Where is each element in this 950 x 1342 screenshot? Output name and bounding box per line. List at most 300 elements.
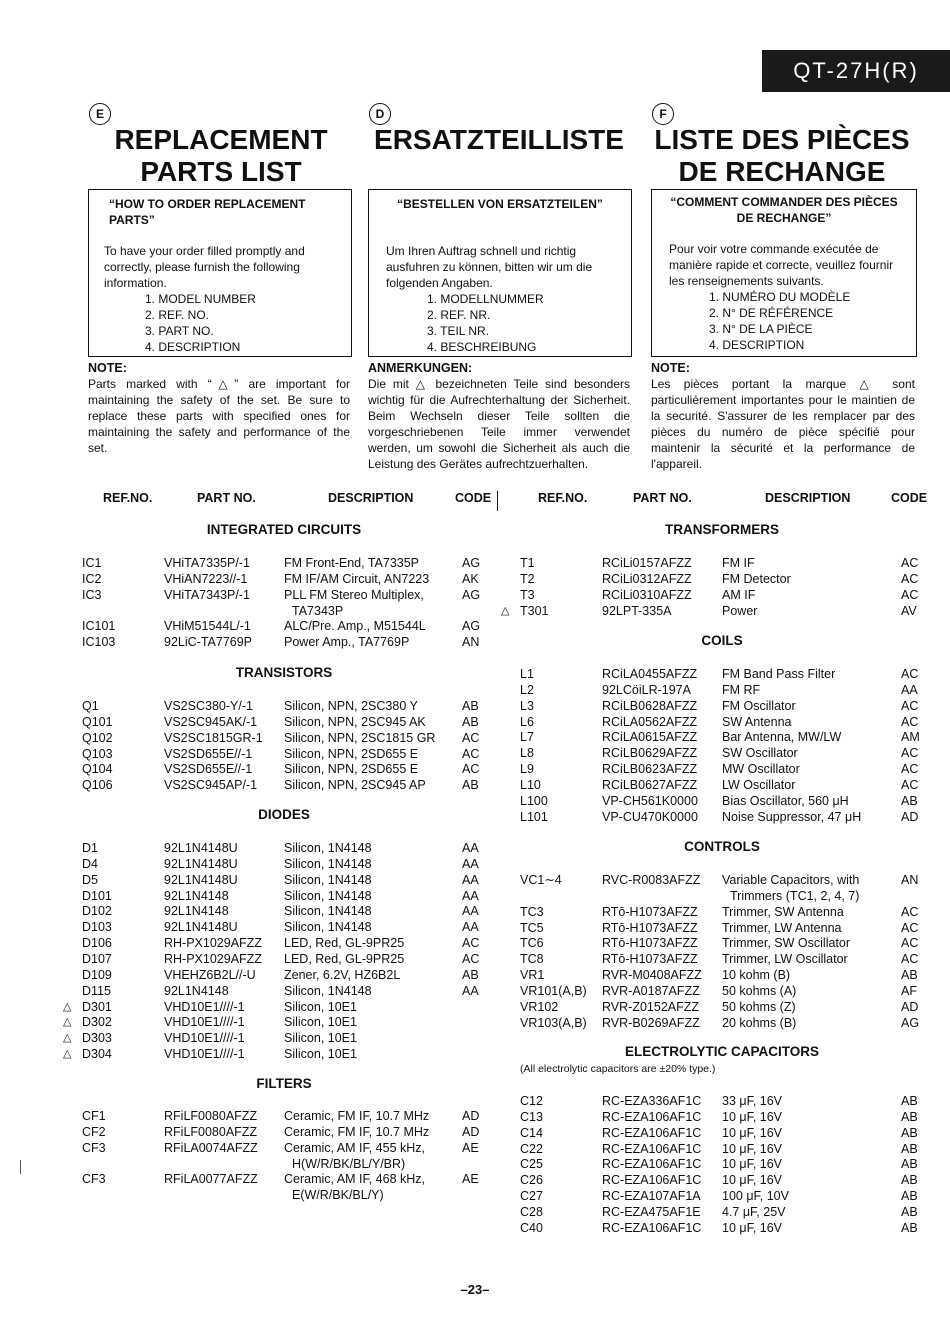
parts-row [0, 729, 950, 745]
header-code-right: CODE [891, 491, 928, 505]
ref-no: TC5 [520, 920, 544, 935]
parts-row [0, 1188, 950, 1204]
code: AC [901, 571, 919, 586]
part-no: RCiLi0310AFZZ [602, 587, 692, 602]
parts-row [0, 587, 950, 603]
parts-row [0, 555, 950, 571]
code: AD [901, 809, 919, 824]
description: SW Antenna [722, 714, 792, 729]
part-no: 92LPT-335A [602, 603, 672, 618]
parts-row [0, 983, 950, 999]
part-no: 92LCöiLR-197A [602, 682, 691, 697]
description: Silicon, 1N4148 [284, 904, 372, 919]
part-no: 92L1N4148U [164, 872, 238, 887]
code: AB [901, 1220, 918, 1235]
ref-no: T301 [520, 603, 549, 618]
part-no: VHiTA7335P/-1 [164, 556, 250, 570]
part-no: VHiTA7343P/-1 [164, 587, 250, 602]
description: Ceramic, FM IF, 10.7 MHz [284, 1124, 430, 1139]
parts-row [0, 571, 950, 587]
code: AA [462, 872, 479, 887]
lang-mark-english: E [89, 103, 111, 125]
description: Silicon, NPN, 2SD655 E [284, 762, 419, 777]
parts-row [0, 745, 950, 761]
ref-no: TC8 [520, 952, 544, 967]
parts-row [0, 935, 950, 951]
code: AB [901, 793, 918, 808]
order-item: 3. N° DE LA PIÈCE [709, 322, 813, 336]
order-box-title: “COMMENT COMMANDER DES PIÈCES DE RECHANGE” [670, 195, 898, 225]
part-no: RC-EZA107AF1A [602, 1189, 701, 1204]
ref-no: D103 [82, 920, 112, 935]
description: Silicon, 1N4148 [284, 920, 372, 935]
heading-line: LISTE DES PIÈCES [654, 124, 910, 155]
part-no: 92LiC-TA7769P [164, 635, 253, 650]
code: AC [462, 951, 480, 966]
note-text-german: Die mit △ bezeichneten Teile sind besonders wichtig für die Aufrechterhaltung der Sicherheit. Beim Wechseln dieser Teile sollten die vorgeschriebenen Teile immer verwendet werden, um sowohl die Sicherheit als auch die Leistung des Gerätes aufrechtzuerhalten. [368, 377, 630, 471]
part-no: VS2SD655E//-1 [164, 762, 253, 777]
description: FM Detector [722, 571, 791, 586]
description: 10 μF, 16V [722, 1220, 783, 1235]
parts-row [0, 682, 950, 698]
heading-german [368, 124, 630, 156]
heading-english [90, 124, 352, 188]
description: Silicon, NPN, 2SD655 E [284, 746, 419, 761]
order-item: 1. NUMÉRO DU MODÈLE [709, 290, 851, 304]
parts-row [0, 793, 950, 809]
part-no: RC-EZA106AF1C [602, 1157, 702, 1172]
order-item: 3. PART NO. [145, 324, 214, 338]
code: AN [901, 873, 919, 887]
ref-no: D101 [82, 888, 112, 903]
header-desc-right: DESCRIPTION [765, 491, 851, 505]
description: FM IF [722, 556, 755, 570]
code: AA [462, 920, 479, 935]
parts-row [0, 1109, 950, 1125]
description-continued: H(W/R/BK/BL/Y/BR) [292, 1156, 406, 1171]
model-number-badge: QT-27H(R) [762, 50, 950, 92]
code: AB [901, 1094, 918, 1108]
description: Trimmer, LW Oscillator [722, 952, 848, 967]
note-title-german: ANMERKUNGEN: [368, 361, 473, 375]
order-item: 3. TEIL NR. [427, 324, 490, 338]
code: AB [901, 1204, 918, 1219]
description: LW Oscillator [722, 777, 796, 792]
parts-row [0, 1172, 950, 1188]
part-no: VS2SD655E//-1 [164, 746, 253, 761]
part-no: RFiLF0080AFZZ [164, 1109, 258, 1123]
part-no: RFiLF0080AFZZ [164, 1124, 258, 1139]
description: Ceramic, FM IF, 10.7 MHz [284, 1109, 430, 1123]
part-no: RTō-H1073AFZZ [602, 936, 698, 951]
ref-no: D304 [82, 1047, 112, 1062]
note-text-english: Parts marked with “△” are important for maintaining the safety of the set. Be sure to replace these parts with specified ones for maintaining the safety and performance of the set. [88, 377, 350, 455]
part-no: RTō-H1073AFZZ [602, 920, 698, 935]
description: Power [722, 603, 758, 618]
part-no: RC-EZA106AF1C [602, 1220, 702, 1235]
code: AV [901, 603, 917, 618]
ref-no: D107 [82, 951, 112, 966]
part-no: VP-CU470K0000 [602, 809, 698, 824]
header-ref-right: REF.NO. [538, 491, 588, 505]
parts-row [0, 1093, 950, 1109]
description: FM Oscillator [722, 698, 796, 713]
code: AB [462, 699, 479, 713]
code: AC [901, 952, 919, 967]
description: AM IF [722, 587, 756, 602]
part-no: RCiLB0628AFZZ [602, 698, 698, 713]
description: Silicon, 10E1 [284, 1031, 357, 1046]
section-title: DIODES [258, 807, 310, 822]
description: Silicon, NPN, 2SC945 AP [284, 778, 426, 793]
description: FM Band Pass Filter [722, 667, 836, 681]
description: Silicon, 1N4148 [284, 872, 372, 887]
ref-no: L8 [520, 746, 534, 761]
code: AC [901, 777, 919, 792]
part-no: RVR-Z0152AFZZ [602, 999, 700, 1014]
ref-no: L2 [520, 682, 534, 697]
description: SW Oscillator [722, 746, 798, 761]
code: AB [901, 968, 918, 983]
description: 33 μF, 16V [722, 1094, 783, 1108]
part-no: RVC-R0083AFZZ [602, 873, 701, 887]
part-no: VHD10E1////-1 [164, 1047, 245, 1062]
ref-no: VC1∼4 [520, 873, 562, 887]
part-no: VHiM51544L/-1 [164, 619, 251, 634]
ref-no: D4 [82, 856, 98, 871]
description: 10 kohm (B) [722, 968, 791, 983]
code: AC [901, 920, 919, 935]
ref-no: VR103(A,B) [520, 1015, 587, 1030]
ref-no: Q1 [82, 699, 99, 713]
description-continued: Trimmers (TC1, 2, 4, 7) [730, 888, 860, 903]
ref-no: C40 [520, 1220, 543, 1235]
ref-no: Q101 [82, 714, 113, 729]
ref-no: IC103 [82, 635, 116, 650]
order-box-title: “HOW TO ORDER REPLACEMENT PARTS” [109, 197, 306, 227]
parts-row [0, 666, 950, 682]
code: AC [462, 936, 480, 951]
description: 4.7 μF, 25V [722, 1204, 786, 1219]
part-no: RC-EZA106AF1C [602, 1173, 702, 1188]
heading-line: PARTS LIST [140, 156, 302, 187]
description: Silicon, NPN, 2SC1815 GR [284, 730, 436, 745]
parts-row [0, 1156, 950, 1172]
ref-no: C28 [520, 1204, 543, 1219]
parts-row [0, 603, 950, 619]
description: LED, Red, GL-9PR25 [284, 936, 405, 951]
ref-no: VR1 [520, 968, 545, 983]
section-title: CONTROLS [684, 839, 760, 854]
part-no: VHEHZ6B2L//-U [164, 967, 256, 982]
ref-no: L101 [520, 809, 548, 824]
part-no: RTō-H1073AFZZ [602, 904, 698, 919]
section-title: TRANSISTORS [235, 665, 333, 680]
order-item: 4. BESCHREIBUNG [427, 340, 537, 354]
header-ref-left: REF.NO. [103, 491, 153, 505]
ref-no: C27 [520, 1189, 543, 1204]
part-no: VS2SC945AK/-1 [164, 714, 258, 729]
ref-no: CF3 [82, 1172, 106, 1187]
parts-row [0, 714, 950, 730]
ref-no: C14 [520, 1125, 543, 1140]
code: AC [901, 746, 919, 761]
ref-no: D115 [82, 983, 111, 998]
part-no: VHiAN7223//-1 [164, 571, 248, 586]
ref-no: TC3 [520, 904, 544, 919]
order-box-english [88, 189, 352, 357]
code: AE [462, 1172, 479, 1187]
part-no: VS2SC380-Y/-1 [164, 699, 253, 713]
parts-row [0, 1015, 950, 1031]
code: AF [901, 983, 917, 998]
ref-no: Q104 [82, 762, 113, 777]
ref-no: C26 [520, 1173, 543, 1188]
description: 10 μF, 16V [722, 1109, 783, 1124]
part-no: RVR-B0269AFZZ [602, 1015, 700, 1030]
description: FM RF [722, 682, 761, 697]
code: AG [462, 556, 481, 570]
description: FM Front-End, TA7335P [284, 556, 420, 570]
part-no: RVR-A0187AFZZ [602, 983, 700, 998]
ref-no: D106 [82, 936, 112, 951]
ref-no: CF3 [82, 1140, 106, 1155]
description: Silicon, NPN, 2SC380 Y [284, 699, 418, 713]
part-no: RC-EZA336AF1C [602, 1094, 702, 1108]
code: AC [462, 762, 480, 777]
lang-mark-french: F [652, 103, 674, 125]
code: AK [462, 571, 479, 586]
part-no: RFiLA0074AFZZ [164, 1140, 258, 1155]
part-no: RH-PX1029AFZZ [164, 936, 262, 951]
part-no: RC-EZA106AF1C [602, 1141, 702, 1156]
parts-row [0, 809, 950, 825]
ref-no: L100 [520, 793, 548, 808]
code: AG [462, 619, 481, 634]
description-continued: E(W/R/BK/BL/Y) [292, 1188, 384, 1203]
ref-no: L10 [520, 777, 541, 792]
description: Silicon, 1N4148 [284, 841, 372, 855]
order-box-title: “BESTELLEN VON ERSATZTEILEN” [397, 197, 603, 211]
part-no: VHD10E1////-1 [164, 999, 245, 1014]
code: AA [462, 841, 479, 855]
section-note: (All electrolytic capacitors are ±20% type.) [520, 1063, 716, 1075]
header-part-left: PART NO. [197, 491, 256, 505]
code: AC [901, 587, 919, 602]
description: PLL FM Stereo Multiplex, [284, 587, 424, 602]
order-item: 2. REF. NR. [427, 308, 491, 322]
code: AA [462, 888, 479, 903]
ref-no: IC1 [82, 556, 102, 570]
order-box-french [651, 189, 917, 357]
order-item: 4. DESCRIPTION [709, 338, 805, 352]
description: Silicon, 1N4148 [284, 856, 372, 871]
heading-french [646, 124, 918, 188]
ref-no: D102 [82, 904, 112, 919]
parts-row [0, 777, 950, 793]
description: 50 kohms (A) [722, 983, 797, 998]
description: Silicon, 10E1 [284, 1047, 357, 1062]
ref-no: D109 [82, 967, 112, 982]
ref-no: T3 [520, 587, 535, 602]
heading-line: DE RECHANGE [678, 156, 886, 187]
description: 10 μF, 16V [722, 1125, 783, 1140]
code: AB [901, 1141, 918, 1156]
parts-row [0, 920, 950, 936]
part-no: RCiLi0157AFZZ [602, 556, 692, 570]
part-no: VHD10E1////-1 [164, 1015, 245, 1030]
description: Silicon, 1N4148 [284, 888, 372, 903]
safety-warning-icon: △ [63, 1000, 72, 1013]
code: AG [462, 587, 481, 602]
order-box-intro: Um Ihren Auftrag schnell und richtig ausfuhren zu können, bitten wir um die folgenden Angaben. [386, 244, 593, 290]
part-no: 92L1N4148U [164, 856, 238, 871]
code: AC [901, 667, 919, 681]
description: Noise Suppressor, 47 μH [722, 809, 862, 824]
ref-no: D302 [82, 1015, 112, 1030]
part-no: 92L1N4148U [164, 841, 238, 855]
ref-no: L9 [520, 762, 534, 777]
order-box-list [709, 289, 850, 353]
code: AB [462, 967, 479, 982]
ref-no: IC2 [82, 571, 102, 586]
code: AN [462, 635, 480, 650]
part-no: RCiLB0623AFZZ [602, 762, 698, 777]
ref-no: Q102 [82, 730, 113, 745]
description: Ceramic, AM IF, 468 kHz, [284, 1172, 426, 1187]
margin-mark [20, 1160, 21, 1174]
part-no: RC-EZA106AF1C [602, 1125, 702, 1140]
description: 10 μF, 16V [722, 1157, 783, 1172]
part-no: RCiLB0629AFZZ [602, 746, 698, 761]
ref-no: Q103 [82, 746, 113, 761]
part-no: VHD10E1////-1 [164, 1031, 245, 1046]
code: AB [901, 1109, 918, 1124]
description: Trimmer, LW Antenna [722, 920, 842, 935]
column-divider [497, 491, 498, 511]
description: FM IF/AM Circuit, AN7223 [284, 571, 430, 586]
parts-row [0, 1220, 950, 1236]
ref-no: IC101 [82, 619, 116, 634]
code: AB [901, 1173, 918, 1188]
description: Silicon, 10E1 [284, 1015, 357, 1030]
ref-no: L3 [520, 698, 534, 713]
order-box-german [368, 189, 632, 357]
part-no: RC-EZA475AF1E [602, 1204, 701, 1219]
order-item: 1. MODEL NUMBER [145, 292, 256, 306]
code: AB [901, 1125, 918, 1140]
code: AC [901, 936, 919, 951]
code: AC [901, 762, 919, 777]
order-box-list [427, 291, 544, 355]
code: AM [901, 730, 920, 745]
order-box-intro: Pour voir votre commande exécutée de manière rapide et correcte, veuillez fournir les renseignements suivants. [669, 242, 894, 288]
ref-no: D1 [82, 841, 98, 855]
parts-row [0, 999, 950, 1015]
part-no: 92L1N4148 [164, 888, 229, 903]
code: AA [462, 904, 479, 919]
part-no: RCiLA0615AFZZ [602, 730, 698, 745]
parts-row [0, 856, 950, 872]
safety-warning-icon: △ [63, 1016, 72, 1029]
ref-no: D303 [82, 1031, 112, 1046]
description: Trimmer, SW Antenna [722, 904, 844, 919]
page-number: –23– [460, 1282, 490, 1297]
ref-no: L1 [520, 667, 534, 681]
code: AB [462, 714, 479, 729]
description: Zener, 6.2V, HZ6B2L [284, 967, 401, 982]
description: Bias Oscillator, 560 μH [722, 793, 849, 808]
order-box-list [145, 291, 256, 355]
ref-no: CF2 [82, 1124, 106, 1139]
description: ALC/Pre. Amp., M51544L [284, 619, 426, 634]
ref-no: D301 [82, 999, 112, 1014]
code: AB [901, 1157, 918, 1172]
ref-no: C12 [520, 1094, 543, 1108]
description: Silicon, 10E1 [284, 999, 357, 1014]
part-no: RCiLA0562AFZZ [602, 714, 698, 729]
part-no: 92L1N4148 [164, 983, 229, 998]
safety-warning-icon: △ [63, 1048, 72, 1061]
description: Variable Capacitors, with [722, 873, 860, 887]
ref-no: IC3 [82, 587, 102, 602]
part-no: RCiLi0312AFZZ [602, 571, 692, 586]
header-part-right: PART NO. [633, 491, 692, 505]
part-no: VP-CH561K0000 [602, 793, 698, 808]
part-no: RC-EZA106AF1C [602, 1109, 702, 1124]
description: LED, Red, GL-9PR25 [284, 951, 405, 966]
note-title-english: NOTE: [88, 361, 127, 375]
ref-no: CF1 [82, 1109, 106, 1123]
parts-row [0, 761, 950, 777]
ref-no: T2 [520, 571, 535, 586]
part-no: RTō-H1073AFZZ [602, 952, 698, 967]
description: Silicon, 1N4148 [284, 983, 372, 998]
code: AC [901, 556, 919, 570]
header-code-left: CODE [455, 491, 492, 505]
ref-no: C25 [520, 1157, 543, 1172]
part-no: RH-PX1029AFZZ [164, 951, 262, 966]
part-no: 92L1N4148U [164, 920, 238, 935]
description: 10 μF, 16V [722, 1141, 783, 1156]
parts-row [0, 1141, 950, 1157]
code: AA [462, 856, 479, 871]
code: AD [901, 999, 919, 1014]
description: Trimmer, SW Oscillator [722, 936, 851, 951]
parts-row [0, 1204, 950, 1220]
ref-no: L7 [520, 730, 534, 745]
order-item: 1. MODELLNUMMER [427, 292, 544, 306]
note-title-french: NOTE: [651, 361, 690, 375]
ref-no: L6 [520, 714, 534, 729]
description: Ceramic, AM IF, 455 kHz, [284, 1140, 426, 1155]
description: 50 kohms (Z) [722, 999, 796, 1014]
code: AC [462, 730, 480, 745]
description-continued: TA7343P [292, 603, 344, 618]
order-item: 2. REF. NO. [145, 308, 210, 322]
part-no: RCiLA0455AFZZ [602, 667, 698, 681]
description: 20 kohms (B) [722, 1015, 797, 1030]
ref-no: D5 [82, 872, 98, 887]
part-no: VS2SC945AP/-1 [164, 778, 258, 793]
parts-row [0, 904, 950, 920]
code: AB [901, 1189, 918, 1204]
section-title: INTEGRATED CIRCUITS [206, 522, 362, 537]
section-title: COILS [701, 633, 743, 648]
code: AC [901, 714, 919, 729]
parts-row [0, 1125, 950, 1141]
heading-line: ERSATZTEILLISTE [374, 124, 624, 155]
